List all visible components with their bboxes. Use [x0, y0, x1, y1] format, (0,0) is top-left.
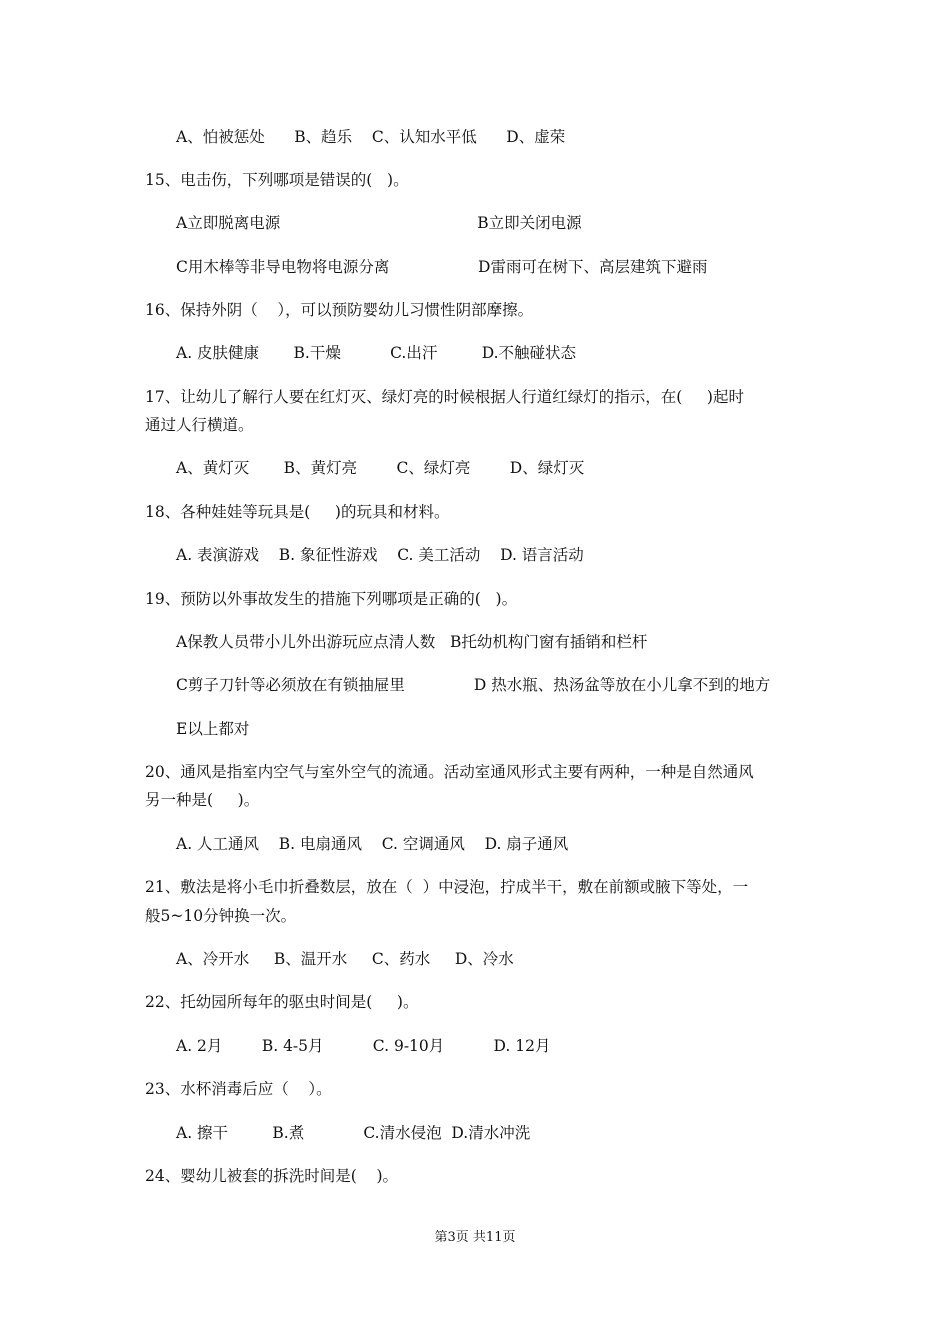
q21-question-line1: 21、敷法是将小毛巾折叠数层，放在（ ）中浸泡，拧成半干，敷在前额或腋下等处，一 [145, 878, 749, 896]
q21-question-line2: 般5~10分钟换一次。 [145, 907, 297, 925]
q24-question: 24、婴幼儿被套的拆洗时间是( )。 [145, 1167, 399, 1185]
page-number: 第3页 共11页 [434, 1230, 516, 1245]
q22-question: 22、托幼园所每年的驱虫时间是( )。 [145, 993, 419, 1011]
q15-options-ab: A立即脱离电源 B立即关闭电源 [176, 214, 582, 232]
q19-question: 19、预防以外事故发生的措施下列哪项是正确的( )。 [145, 590, 518, 608]
q17-options: A、黄灯灭 B、黄灯亮 C、绿灯亮 D、绿灯灭 [176, 459, 585, 477]
q18-question: 18、各种娃娃等玩具是( )的玩具和材料。 [145, 503, 450, 521]
q20-options: A. 人工通风 B. 电扇通风 C. 空调通风 D. 扇子通风 [176, 835, 569, 853]
q17-question-line1: 17、让幼儿了解行人要在红灯灭、绿灯亮的时候根据人行道红绿灯的指示，在( )起时 [145, 388, 744, 406]
q19-options-cd: C剪子刀针等必须放在有锁抽屉里 D 热水瓶、热汤盆等放在小儿拿不到的地方 [176, 676, 771, 694]
q14-options: A、怕被惩处 B、趋乐 C、认知水平低 D、虚荣 [176, 128, 566, 146]
q19-options-ab: A保教人员带小儿外出游玩应点清人数 B托幼机构门窗有插销和栏杆 [176, 633, 648, 651]
q20-question-line2: 另一种是( )。 [145, 791, 260, 809]
q23-options: A. 擦干 B.煮 C.清水侵泡 D.清水冲洗 [176, 1124, 531, 1142]
q17-question-line2: 通过人行横道。 [145, 416, 254, 434]
q16-options: A. 皮肤健康 B.干燥 C.出汗 D.不触碰状态 [176, 344, 577, 362]
q21-options: A、冷开水 B、温开水 C、药水 D、冷水 [176, 950, 514, 968]
q23-question: 23、水杯消毒后应（ ）。 [145, 1080, 332, 1098]
q18-options: A. 表演游戏 B. 象征性游戏 C. 美工活动 D. 语言活动 [176, 546, 584, 564]
q20-question-line1: 20、通风是指室内空气与室外空气的流通。活动室通风形式主要有两种，一种是自然通风 [145, 763, 754, 781]
q15-question: 15、电击伤，下列哪项是错误的( )。 [145, 171, 409, 189]
q16-question: 16、保持外阴（ ），可以预防婴幼儿习惯性阴部摩擦。 [145, 301, 534, 319]
q22-options: A. 2月 B. 4-5月 C. 9-10月 D. 12月 [176, 1037, 551, 1055]
q15-options-cd: C用木棒等非导电物将电源分离 D雷雨可在树下、高层建筑下避雨 [176, 258, 708, 276]
q19-option-e: E以上都对 [176, 720, 250, 738]
